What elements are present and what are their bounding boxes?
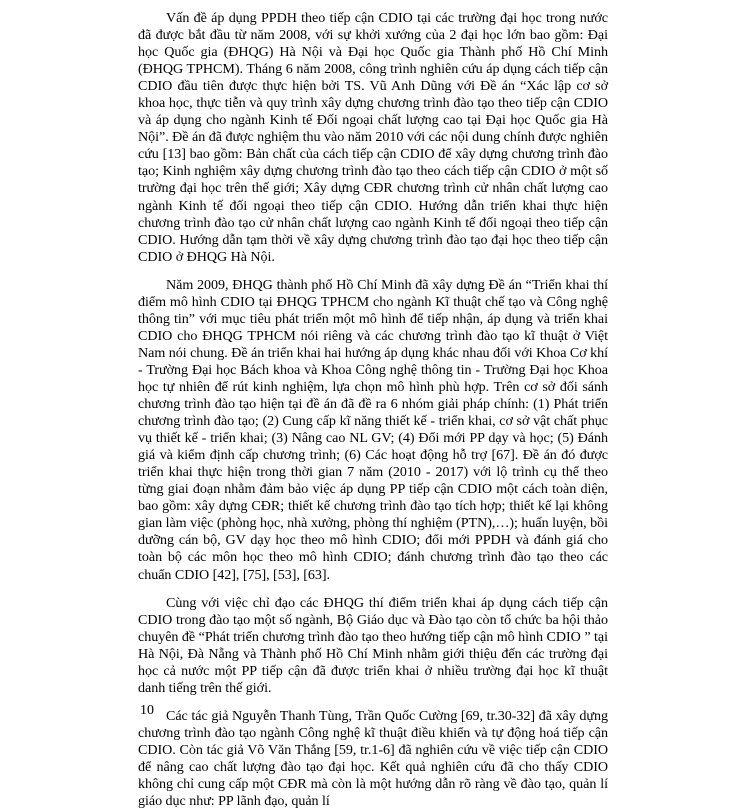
paragraph-2: Năm 2009, ĐHQG thành phố Hồ Chí Minh đã xây dựng Đề án “Triển khai thí điểm mô hình CDIO tại ĐHQG TPHCM cho ngành Kĩ thuật chế tạo và Công nghệ thông tin” với mục tiêu phát triển một mô hình để tiếp nhận, áp dụng và triển khai CDIO cho ĐHQG TPHCM nói riêng và các chương trình đào tạo kĩ thuật ở Việt Nam nói chung. Đề án triển khai hai hướng áp dụng khác nhau đối với Khoa Cơ khí - Trường Đại học Bách khoa và Khoa Công nghệ thông tin - Trường Đại học Khoa học tự nhiên để rút kinh nghiệm, lựa chọn mô hình phù hợp. Trên cơ sở đối sánh chương trình đào tạo hiện tại đề án đã đề ra 6 nhóm giải pháp chính: (1) Phát triển chương trình đào tạo; (2) Cung cấp kĩ năng thiết kế - triển khai, cơ sở vật chất phục vụ thiết kế - triển khai; (3) Nâng cao NL GV; (4) Đổi mới PP dạy và học; (5) Đánh giá và kiểm định cấp chương trình; (6) Các hoạt động hỗ trợ [67]. Đề án đó được triển khai thực hiện trong thời gian 7 năm (2010 - 2017) với lộ trình cụ thể theo từng giai đoạn nhằm đảm bảo việc áp dụng PP tiếp cận CDIO một cách toàn diện, bao gồm: xây dựng CĐR; thiết kế chương trình đào tạo tích hợp; thiết kế lại không gian làm việc (phòng học, nhà xưởng, phòng thí nghiệm (PTN),…); huấn luyện, bồi dưỡng cán bộ, GV dạy học theo mô hình CDIO; đổi mới PPDH và đánh giá cho toàn bộ các môn học theo mô hình CDIO; đánh chương trình đào tạo theo các chuẩn CDIO [42], [75], [53], [63]. (138, 276, 608, 583)
paragraph-3: Cùng với việc chỉ đạo các ĐHQG thí điểm triển khai áp dụng cách tiếp cận CDIO trong đào tạo một số ngành, Bộ Giáo dục và Đào tạo còn tổ chức ba hội thảo chuyên đề “Phát triển chương trình đào tạo theo hướng tiếp cận mô hình CDIO ” tại Hà Nội, Đà Nẵng và Thành phố Hồ Chí Minh nhằm giới thiệu đến các trường đại học cả nước một PP tiếp cận đã được triển khai ở nhiều trường đại học kĩ thuật danh tiếng trên thế giới. (138, 594, 608, 696)
page-number: 10 (140, 703, 154, 718)
paragraph-4: Các tác giả Nguyễn Thanh Tùng, Trần Quốc Cường [69, tr.30-32] đã xây dựng chương trình đào tạo ngành Công nghệ kĩ thuật điều khiển và tự động hoá tiếp cận CDIO. Còn tác giả Võ Văn Thắng [59, tr.1-6] đã nghiên cứu về việc tiếp cận CDIO để nâng cao chất lượng đào tạo đại học. Kết quả nghiên cứu đã cho thấy CDIO không chỉ cung cấp một CĐR mà còn là một hướng dẫn rõ ràng về đào tạo, quản lí giáo dục như: PP lãnh đạo, quản lí (138, 707, 608, 810)
paragraph-1: Vấn đề áp dụng PPDH theo tiếp cận CDIO tại các trường đại học trong nước đã được bắt đầu từ năm 2008, với sự khởi xướng của 2 đại học lớn bao gồm: Đại học Quốc gia (ĐHQG) Hà Nội và Đại học Quốc gia Thành phố Hồ Chí Minh (ĐHQG TPHCM). Tháng 6 năm 2008, công trình nghiên cứu áp dụng cách tiếp cận CDIO đầu tiên được thực hiện bởi TS. Vũ Anh Dũng với Đề án “Xác lập cơ sở khoa học, thực tiễn và quy trình xây dựng chương trình đào tạo theo tiếp cận CDIO và áp dụng cho ngành Kinh tế Đối ngoại chất lượng cao tại Đại học Quốc gia Hà Nội”. Đề án đã được nghiệm thu vào năm 2010 với các nội dung chính được nghiên cứu [13] bao gồm: Bản chất của cách tiếp cận CDIO để xây dựng chương trình đào tạo; Kinh nghiệm xây dựng chương trình đào tạo theo cách tiếp cận CDIO ở một số trường đại học trên thế giới; Xây dựng CĐR chương trình cử nhân chất lượng cao ngành Kinh tế đối ngoại theo tiếp cận CDIO. Hướng dẫn triển khai thực hiện chương trình đào tạo cử nhân chất lượng cao ngành Kinh tế đối ngoại theo tiếp cận CDIO. Hướng dẫn tạm thời về xây dựng chương trình đào tạo đại học theo tiếp cận CDIO ở ĐHQG Hà Nội. (138, 10, 608, 265)
body-text (138, 10, 608, 810)
